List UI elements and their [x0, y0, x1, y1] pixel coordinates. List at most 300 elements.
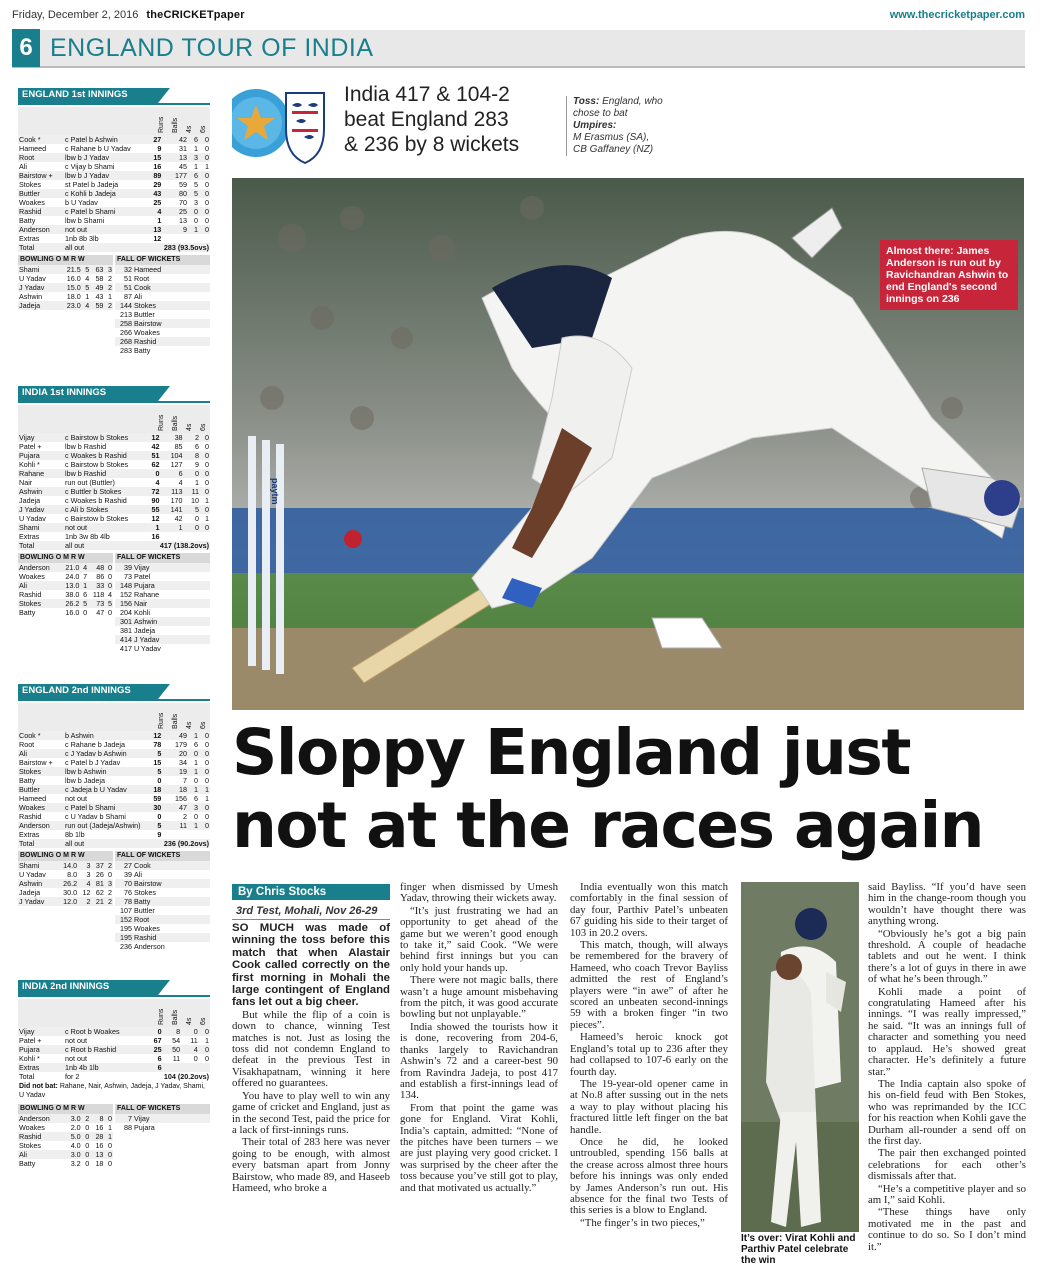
- batting-cell: Stokes: [18, 767, 64, 776]
- fow-row: [115, 626, 210, 635]
- bowling-cell: Shami: [18, 265, 59, 274]
- bowling-cell: 86: [96, 572, 105, 581]
- fow-batsman: Woakes: [134, 328, 160, 337]
- article-paragraph: From that point the game was gone for England. Virat Kohli, India’s captain, admitted: “None of the pitches have been turners – we are just playing very good cricket. I was surprised by the cheer after the toss because you’ve still got to play, and that motivated us actually.”: [400, 1101, 558, 1194]
- fow-score: 76: [124, 888, 132, 897]
- did-not-bat: [18, 1081, 210, 1101]
- batting-cell: c Patel b Shami: [64, 803, 144, 812]
- fow-batsman: Ashwin: [133, 617, 210, 626]
- batting-cell: c Woakes b Rashid: [64, 451, 144, 460]
- column-header: Runs: [158, 712, 165, 729]
- batting-cell: 3: [188, 153, 199, 162]
- column-header: 6s: [200, 1017, 207, 1025]
- batting-cell: Ali: [19, 162, 27, 171]
- bowling-cell: 2: [104, 301, 113, 310]
- batting-cell: 5: [144, 749, 162, 758]
- bowling-cell: 0: [108, 572, 112, 581]
- batting-cell: 12: [153, 234, 162, 243]
- batting-cell: 20: [162, 749, 188, 758]
- scorecard-title: ENGLAND 1st INNINGS: [18, 88, 158, 103]
- batting-cell: 47: [162, 803, 188, 812]
- batting-cell: 6: [193, 794, 198, 803]
- scorecard-header: [18, 386, 210, 403]
- batting-cell: Anderson: [18, 225, 64, 234]
- fow-batsman: Cook: [133, 861, 210, 870]
- bowling-cell: Anderson: [18, 1114, 65, 1123]
- batting-row: [18, 144, 210, 153]
- column-header: Runs: [158, 116, 165, 133]
- batting-cell: not out: [64, 225, 144, 234]
- bowling-row: [18, 1123, 113, 1132]
- bowling-section: [18, 255, 113, 355]
- fow-score: 148: [115, 581, 133, 590]
- batting-cell: c Patel b Shami: [64, 207, 144, 216]
- bowling-cell: 4: [78, 879, 91, 888]
- batting-cell: Woakes: [18, 803, 64, 812]
- batting-cell: [162, 830, 188, 839]
- batting-cell: 0: [199, 1045, 210, 1054]
- bowling-cell: 81: [92, 879, 105, 888]
- batting-cell: 0: [193, 1054, 198, 1063]
- batting-cell: Batty: [19, 776, 36, 785]
- batting-cell: 1: [205, 514, 209, 523]
- article-column-3: [570, 882, 728, 1230]
- fow-section: [115, 255, 210, 355]
- batting-cell: not out: [65, 1036, 87, 1045]
- column-header: Runs: [158, 1008, 165, 1025]
- batting-cell: 9: [195, 460, 200, 469]
- batting-cell: 0: [205, 180, 209, 189]
- fow-batsman: Nair: [133, 599, 210, 608]
- fow-batsman: Buttler: [134, 906, 155, 915]
- batting-cell: 13: [178, 216, 187, 225]
- fow-score: 266: [120, 328, 132, 337]
- fow-batsman: Pujara: [134, 1123, 155, 1132]
- article-paragraph: But while the flip of a coin is down to chance, winning Test matches is not. Just as losing the toss did not condemn England to defeat in the previous Test in Visakhapatnam, winning it here offered no guarantees.: [232, 1008, 390, 1090]
- bowling-cell: U Yadav: [19, 274, 46, 283]
- section-title: ENGLAND TOUR OF INDIA: [50, 33, 374, 62]
- batting-cell: 55: [144, 505, 160, 514]
- fow-row: [115, 572, 210, 581]
- batting-cell: Total: [18, 541, 64, 550]
- batting-cell: Rashid: [18, 207, 64, 216]
- batting-cell: c Bairstow b Stokes: [64, 433, 144, 442]
- article-paragraph: finger when dismissed by Umesh Yadav, throwing their wickets away.: [400, 881, 558, 905]
- batting-cell: 27: [144, 135, 162, 144]
- fow-score: 78: [115, 897, 133, 906]
- batting-cell: 5: [193, 180, 198, 189]
- article-column-1: [232, 922, 390, 1195]
- batting-cell: lbw b Shami: [65, 216, 105, 225]
- batting-row: [18, 207, 210, 216]
- article-paragraph: Hameed’s heroic knock got England’s total up to 236 after they had collapsed to 107-6 early on the fourth day.: [570, 1031, 728, 1078]
- bowling-cell: 16.0: [66, 274, 81, 283]
- bowling-row: [18, 301, 113, 310]
- fow-header: FALL OF WICKETS: [115, 851, 210, 861]
- bowling-section: [18, 553, 113, 653]
- did-not-bat-label: Did not bat:: [19, 1083, 60, 1090]
- fow-score: 88: [124, 1123, 132, 1132]
- column-header: Balls: [172, 117, 179, 133]
- batting-cell: Bairstow +: [18, 171, 64, 180]
- bowling-cell: 8.0: [67, 870, 78, 879]
- fow-row: [115, 608, 210, 617]
- fow-row: [115, 319, 210, 328]
- batting-cell: 85: [174, 442, 183, 451]
- batting-cell: all out: [64, 839, 144, 848]
- batting-cell: 1: [160, 523, 183, 532]
- bowling-header: BOWLING O M R W: [18, 851, 113, 861]
- batting-cell: 3: [188, 803, 199, 812]
- batting-cell: 1nb 3w 8b 4lb: [65, 532, 110, 541]
- batting-row: [18, 1063, 210, 1072]
- column-header: Runs: [158, 414, 165, 431]
- batting-cell: 0: [200, 523, 210, 532]
- bowling-cell: 0: [104, 1114, 113, 1123]
- batting-table: [18, 1027, 210, 1081]
- batting-cell: 0: [199, 189, 210, 198]
- batting-row: [18, 189, 210, 198]
- bowling-cell: 0: [83, 608, 88, 617]
- batting-cell: 62: [151, 460, 160, 469]
- batting-cell: 6: [160, 469, 183, 478]
- batting-cell: 12: [144, 433, 160, 442]
- bowling-cell: 26: [95, 870, 104, 879]
- batting-cell: not out: [64, 523, 144, 532]
- batting-cell: 0: [205, 758, 209, 767]
- batting-cell: run out (Jadeja/Ashwin): [64, 821, 144, 830]
- bowling-row: [18, 265, 113, 274]
- batting-cell: Extras: [18, 1063, 64, 1072]
- fow-score: 236: [120, 942, 132, 951]
- bowling-row: [18, 1150, 113, 1159]
- fow-row: [115, 617, 210, 626]
- bowling-cell: 58: [95, 274, 104, 283]
- fow-score: 213: [120, 310, 132, 319]
- batting-cell: 0: [184, 469, 200, 478]
- bowling-cell: 1: [108, 1123, 112, 1132]
- batting-row: [18, 1045, 210, 1054]
- batting-cell: Patel +: [19, 1036, 42, 1045]
- batting-cell: lbw b Jadeja: [65, 776, 105, 785]
- batting-row: [18, 731, 210, 740]
- batting-cell: 0: [200, 433, 210, 442]
- batting-row: [18, 839, 210, 848]
- batting-cell: 2: [182, 812, 187, 821]
- batting-cell: c Bairstow b Stokes: [65, 460, 129, 469]
- batting-cell: 283 (93.5ovs): [144, 243, 210, 252]
- bowling-table: [18, 1114, 113, 1168]
- batting-cell: st Patel b Jadeja: [65, 180, 119, 189]
- batting-cell: 4: [178, 478, 183, 487]
- batting-cell: 7: [182, 776, 187, 785]
- batting-cell: Vijay: [18, 1027, 64, 1036]
- fow-score: 268: [115, 337, 133, 346]
- fow-row: [115, 337, 210, 346]
- scorecard-england-2nd-innings: [18, 684, 210, 951]
- bowling-cell: J Yadav: [18, 283, 59, 292]
- batting-cell: c Patel b Ashwin: [64, 135, 144, 144]
- bowling-row: [18, 1114, 113, 1123]
- batting-row: [18, 135, 210, 144]
- scorecard-title: INDIA 2nd INNINGS: [18, 980, 158, 995]
- fow-batsman: Bairstow: [133, 879, 210, 888]
- batting-cell: c Bairstow b Stokes: [65, 514, 129, 523]
- batting-cell: c J Yadav b Ashwin: [64, 749, 144, 758]
- umpire-2: CB Gaffaney (NZ): [573, 144, 654, 155]
- bowling-cell: 3: [104, 265, 113, 274]
- fow-batsman: Batty: [133, 897, 210, 906]
- fow-score: 32: [115, 265, 133, 274]
- batting-cell: [181, 1063, 199, 1072]
- batting-cell: 156: [174, 794, 187, 803]
- bowling-cell: 37: [92, 861, 105, 870]
- fow-row: [115, 942, 210, 951]
- batting-cell: 3: [193, 198, 198, 207]
- fow-batsman: Ali: [134, 870, 142, 879]
- column-header: Balls: [172, 713, 179, 729]
- bowling-cell: 0: [85, 1123, 90, 1132]
- bowling-fow: [18, 553, 210, 653]
- batting-cell: 177: [162, 171, 188, 180]
- bowling-cell: 2: [104, 283, 113, 292]
- fow-score: 7: [115, 1114, 133, 1123]
- bowling-cell: 5: [105, 599, 113, 608]
- batting-cell: Ashwin: [18, 487, 64, 496]
- fow-row: [115, 644, 210, 653]
- batting-cell: 9: [157, 144, 162, 153]
- bowling-cell: Batty: [19, 1159, 36, 1168]
- scorecard-india-1st-innings: [18, 386, 210, 653]
- bowling-row: [18, 599, 113, 608]
- bowling-cell: Stokes: [19, 1141, 41, 1150]
- column-headers: [18, 999, 210, 1027]
- bowling-cell: 16: [95, 1141, 104, 1150]
- fow-row: [115, 1123, 210, 1132]
- batting-table: [18, 135, 210, 252]
- fow-score: 301: [115, 617, 133, 626]
- batting-cell: 45: [178, 162, 187, 171]
- bowling-cell: 2: [105, 897, 113, 906]
- batting-cell: 6: [193, 740, 198, 749]
- article-paragraph: Once he did, he looked untroubled, spending 156 balls at the crease across almost three hours before his innings was only ended by James Anderson’s run out. His absence for the final two Tests of this series is a blow to England.: [570, 1135, 728, 1217]
- fow-batsman: Anderson: [134, 942, 165, 951]
- bowling-cell: 5.0: [65, 1132, 82, 1141]
- column-header: 6s: [200, 721, 207, 729]
- batting-row: [18, 812, 210, 821]
- bowling-cell: 3.2: [70, 1159, 81, 1168]
- bowling-cell: 73: [88, 599, 105, 608]
- bowling-cell: Ashwin: [19, 292, 43, 301]
- toss-label: Toss:: [573, 96, 600, 107]
- article-paragraph: India showed the tourists how it is done, recovering from 204-6, thanks largely to Ravichandran Ashwin’s 72 and a career-best 90 from Ravindra Jadeja, to post 417 and establish a first-innings lead of 134.: [400, 1020, 558, 1102]
- batting-cell: 15: [153, 758, 162, 767]
- batting-cell: 12: [144, 731, 162, 740]
- bowling-cell: 21: [92, 897, 105, 906]
- batting-cell: c Buttler b Stokes: [64, 487, 144, 496]
- batting-cell: 4: [181, 1045, 199, 1054]
- bowling-cell: 14.0: [57, 861, 78, 870]
- fow-row: [115, 346, 210, 355]
- batting-cell: 1: [205, 1036, 209, 1045]
- fow-batsman: Patel: [134, 572, 151, 581]
- bowling-cell: Ali: [18, 581, 60, 590]
- fow-row: [115, 897, 210, 906]
- bowling-cell: 3: [105, 879, 113, 888]
- batting-cell: 4: [144, 207, 162, 216]
- bowling-cell: 16.0: [65, 608, 80, 617]
- batting-cell: 50: [163, 1045, 182, 1054]
- fow-batsman: Root: [133, 915, 210, 924]
- site-url[interactable]: www.thecricketpaper.com: [889, 9, 1025, 21]
- bowling-cell: 26.2: [60, 599, 80, 608]
- did-not-bat-list: Rahane, Nair, Ashwin, Jadeja, J Yadav, Shami, U Yadav: [19, 1083, 205, 1099]
- batting-cell: [199, 234, 210, 243]
- batting-cell: not out: [65, 1054, 87, 1063]
- bowling-cell: 23.0: [59, 301, 82, 310]
- bowling-cell: 2.0: [70, 1123, 81, 1132]
- bcci-ecb-logo: [232, 85, 328, 165]
- batting-cell: 59: [178, 180, 187, 189]
- article-paragraph: “These things have only motivated me in the past and continue to do so. So I don’t mind it.”: [868, 1206, 1026, 1253]
- bowling-row: [18, 897, 113, 906]
- bowling-row: [18, 283, 113, 292]
- batting-cell: 18: [162, 785, 188, 794]
- batting-cell: 6: [144, 1063, 163, 1072]
- batting-cell: 6: [188, 171, 199, 180]
- bowling-row: [18, 870, 113, 879]
- batting-cell: 16: [151, 532, 160, 541]
- bowling-cell: 4: [82, 301, 91, 310]
- main-photo-caption: Almost there: James Anderson is run out by Ravichandran Ashwin to end England's second innings on 236: [880, 240, 1018, 310]
- bowling-cell: 18.0: [66, 292, 81, 301]
- batting-cell: 1: [205, 162, 209, 171]
- fow-score: 39: [115, 563, 133, 572]
- batting-row: [18, 460, 210, 469]
- bowling-cell: 21.0: [60, 563, 80, 572]
- section-header: [12, 30, 1025, 68]
- bowling-cell: 4: [85, 274, 90, 283]
- batting-cell: 1: [188, 731, 199, 740]
- batting-cell: Anderson: [18, 821, 64, 830]
- bowling-row: [18, 879, 113, 888]
- batting-cell: 0: [195, 514, 200, 523]
- batting-cell: [184, 532, 200, 541]
- batting-cell: 0: [205, 198, 209, 207]
- bowling-table: [18, 563, 113, 617]
- scorecard-title: INDIA 1st INNINGS: [18, 386, 158, 401]
- batting-cell: 0: [199, 171, 210, 180]
- batting-cell: 30: [144, 803, 162, 812]
- fow-batsman: Hameed: [133, 265, 210, 274]
- headline: [232, 716, 1024, 862]
- batting-cell: 0: [205, 478, 209, 487]
- fow-score: 152: [120, 590, 132, 599]
- fow-batsman: Jadeja: [134, 626, 156, 635]
- batting-cell: Buttler: [18, 785, 64, 794]
- article-paragraph: You have to play well to win any game of cricket and England, just as in the second Test, paid the price for a lack of first-innings runs.: [232, 1089, 390, 1136]
- bowling-cell: 2: [108, 274, 112, 283]
- fow-batsman: Rashid: [133, 337, 210, 346]
- bowling-cell: Shami: [18, 861, 57, 870]
- batting-cell: 0: [157, 776, 162, 785]
- fow-batsman: Ali: [134, 292, 142, 301]
- fow-score: 152: [115, 915, 133, 924]
- result-line-2: beat England 283: [344, 108, 509, 131]
- batting-cell: 90: [151, 496, 160, 505]
- bowling-header: BOWLING O M R W: [18, 553, 113, 563]
- fow-row: [115, 590, 210, 599]
- column-header: 6s: [200, 423, 207, 431]
- bowling-cell: 1: [108, 292, 112, 301]
- column-header: 4s: [186, 125, 193, 133]
- batting-cell: run out (Buttler): [65, 478, 115, 487]
- batting-cell: 127: [170, 460, 183, 469]
- bowling-cell: Woakes: [19, 572, 45, 581]
- batting-cell: 0: [199, 767, 210, 776]
- scorecard-title: ENGLAND 2nd INNINGS: [18, 684, 158, 699]
- bowling-cell: 1: [85, 292, 90, 301]
- batting-cell: 25: [153, 198, 162, 207]
- batting-cell: Root: [19, 740, 35, 749]
- batting-table: [18, 433, 210, 550]
- batting-cell: 13: [162, 153, 188, 162]
- bowling-cell: 2: [78, 897, 91, 906]
- bowling-cell: 43: [95, 292, 104, 301]
- bowling-cell: 49: [90, 283, 104, 292]
- fow-row: [115, 292, 210, 301]
- batting-cell: Stokes: [19, 180, 41, 189]
- fow-score: 195: [115, 933, 133, 942]
- bowling-cell: Batty: [19, 608, 36, 617]
- batting-cell: 1: [188, 767, 199, 776]
- bowling-cell: 0: [85, 1159, 90, 1168]
- batting-cell: c Jadeja b U Yadav: [64, 785, 144, 794]
- batting-cell: 8: [163, 1027, 182, 1036]
- batting-row: [18, 198, 210, 207]
- batting-cell: all out: [64, 541, 144, 550]
- batting-cell: Kohli *: [19, 460, 40, 469]
- batting-cell: Vijay: [18, 433, 64, 442]
- batting-row: [18, 216, 210, 225]
- fow-score: 381: [120, 626, 132, 635]
- bowling-cell: 0: [104, 1150, 113, 1159]
- batting-row: [18, 514, 210, 523]
- bowling-row: [18, 274, 113, 283]
- dateline: 3rd Test, Mohali, Nov 26-29: [232, 904, 390, 920]
- article-paragraph: There were not magic balls, there wasn’t a huge amount misbehaving from the pitch, it was good accurate bowling but not unplayable.”: [400, 974, 558, 1021]
- batting-cell: 89: [144, 171, 162, 180]
- batting-cell: c Root b Woakes: [64, 1027, 144, 1036]
- bowling-table: [18, 265, 113, 310]
- column-header: Balls: [172, 415, 179, 431]
- bowling-cell: 3.0: [65, 1150, 82, 1159]
- batting-cell: 0: [205, 812, 209, 821]
- batting-cell: U Yadav: [19, 514, 46, 523]
- article-paragraph: said Bayliss. “If you’d have seen him in the change-room though you wouldn’t have thought there was anything wrong.: [868, 881, 1026, 928]
- batting-cell: 1: [188, 225, 199, 234]
- bowling-cell: 26.2: [57, 879, 78, 888]
- bowling-cell: Jadeja: [18, 301, 59, 310]
- batting-cell: [188, 234, 199, 243]
- batting-cell: Hameed: [19, 144, 47, 153]
- batting-cell: 10: [191, 496, 200, 505]
- batting-cell: 1: [199, 785, 210, 794]
- bowling-cell: 0: [108, 1159, 112, 1168]
- batting-cell: 67: [153, 1036, 162, 1045]
- fow-row: [115, 265, 210, 274]
- bowling-cell: 2: [105, 861, 113, 870]
